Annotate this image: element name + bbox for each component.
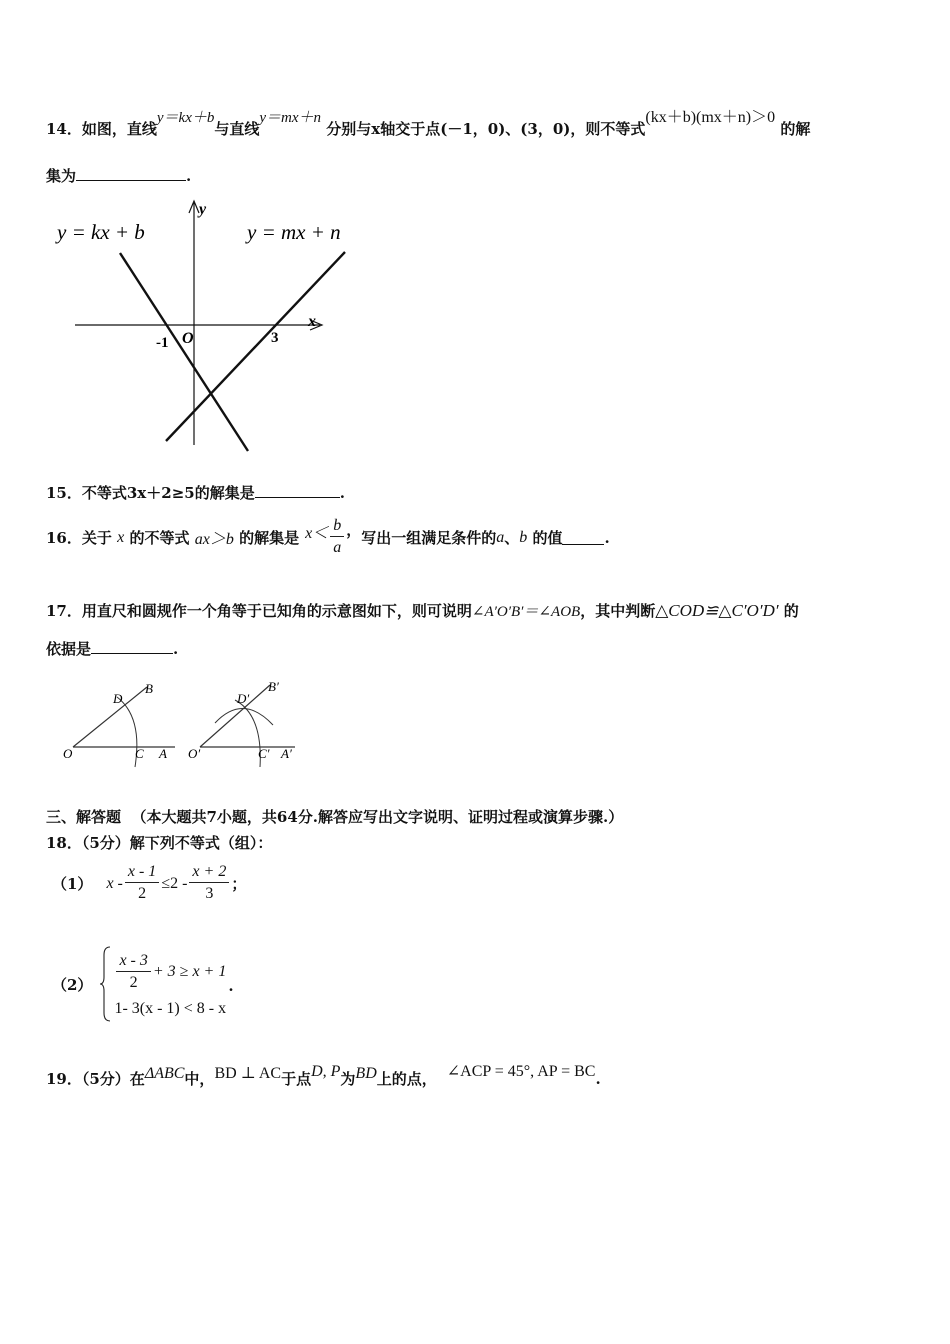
- question-17: [46, 600, 799, 621]
- right-label-C: C′: [258, 746, 270, 761]
- q15-end: .: [339, 484, 345, 502]
- q16-inequality: ax＞b: [194, 531, 234, 548]
- q17-tail: 的: [783, 602, 799, 620]
- q14-lead: 如图，直线: [81, 120, 157, 138]
- q14-tail: 的解: [780, 120, 811, 138]
- q14-line2-text: 集为: [46, 167, 77, 185]
- q15-number: 15．: [46, 484, 82, 502]
- q19-condition: ∠ACP = 45°, AP = BC: [446, 1063, 596, 1080]
- q14-inequality: (kx＋b)(mx＋n)＞0: [645, 109, 776, 126]
- section-3-title: 三、解答题: [46, 808, 122, 826]
- question-18: [46, 832, 272, 853]
- q17-answer-line: [46, 638, 178, 659]
- q18-p1-fraction1: [125, 862, 159, 905]
- graph-tick-neg1: -1: [156, 335, 169, 351]
- left-arc: [117, 697, 137, 767]
- q16-answer-blank[interactable]: [562, 530, 604, 545]
- right-ray-OB: [200, 685, 270, 747]
- q18-p2-rest: + 3 ≥ x + 1: [152, 963, 227, 980]
- q18-p1-num2: x + 2: [189, 862, 229, 883]
- q18-p2-brace: [100, 945, 112, 1023]
- q19-text1: （5分）在: [81, 1070, 145, 1088]
- q16-tail2: 的值: [532, 529, 563, 547]
- q18-p2-label: （2）: [52, 975, 93, 994]
- q16-fraction-den: a: [333, 539, 342, 556]
- q18-part2: [52, 945, 234, 1023]
- q16-comma: ，: [346, 521, 362, 539]
- right-label-A: A′: [281, 746, 292, 761]
- q18-p2-line2: 1- 3(x - 1) < 8 - x: [114, 999, 227, 1017]
- q14-line1-equation: y＝kx＋b: [156, 110, 215, 126]
- q18-p1-x: x -: [106, 874, 123, 892]
- q18-p1-den1: 2: [138, 885, 147, 902]
- q17-number: 17．: [46, 602, 82, 620]
- right-label-D: D′: [237, 691, 250, 706]
- q18-p1-mid: ≤2 -: [161, 874, 188, 892]
- q14-condition: 分别与x轴交于点(－1，0)、(3，0)，则不等式: [326, 120, 646, 138]
- q18-p1-num1: x - 1: [125, 862, 159, 883]
- q16-fraction-num: b: [330, 516, 344, 537]
- q18-text: （5分）解下列不等式（组）：: [81, 834, 273, 852]
- left-label-B: B: [145, 681, 153, 696]
- q16-solution-x: x＜: [305, 525, 329, 542]
- q18-p1-label: （1）: [52, 875, 93, 893]
- q16-fraction: [330, 516, 344, 559]
- q19-points: D, P: [311, 1063, 341, 1080]
- right-arc-large: [215, 708, 273, 725]
- q18-p2-system: [114, 951, 226, 1018]
- graph-axis-x-label: x: [308, 313, 316, 330]
- q18-p2-fraction: [116, 951, 150, 994]
- section-3-note: （本大题共7小题，共64分.解答应写出文字说明、证明过程或演算步骤.）: [131, 808, 624, 826]
- q16-mid: 的不等式: [129, 529, 190, 547]
- q14-mid: 与直线: [214, 120, 260, 138]
- q18-p2-num: x - 3: [116, 951, 150, 972]
- left-label-O: O: [63, 746, 73, 761]
- q18-p1-den2: 3: [205, 885, 214, 902]
- q19-text5: 上的点，: [376, 1070, 437, 1088]
- right-arc-small: [235, 700, 260, 767]
- section-3-header: [46, 806, 623, 827]
- q16-b: b: [519, 528, 528, 546]
- question-14: [46, 109, 811, 139]
- q16-lead: 关于: [81, 529, 112, 547]
- left-ray-OB: [73, 687, 147, 747]
- q19-text3: 于点: [281, 1070, 312, 1088]
- q16-a: a: [496, 528, 505, 546]
- q14-graph: [50, 195, 360, 457]
- q19-perpendicular: BD ⊥ AC: [214, 1065, 282, 1082]
- left-label-D: D: [113, 691, 123, 706]
- q14-answer-line: [46, 165, 191, 186]
- q19-end: .: [595, 1070, 601, 1088]
- q17-congruence: △COD≌△C′O′D′: [655, 601, 779, 620]
- q19-segment-bd: BD: [355, 1065, 377, 1082]
- q18-p1-fraction2: [189, 862, 229, 905]
- q19-number: 19．: [46, 1070, 82, 1088]
- graph-label-mx-n: y = mx + n: [247, 220, 341, 244]
- q16-sep: 、: [504, 529, 520, 547]
- graph-tick-3: 3: [271, 330, 279, 346]
- q17-end: .: [173, 640, 179, 658]
- question-15: [46, 482, 345, 503]
- q17-mid: ，其中判断: [580, 602, 656, 620]
- graph-axis-y-label: y: [199, 201, 207, 218]
- q15-text: 不等式3x＋2≥5的解集是: [81, 484, 255, 502]
- q17-angle-equation: ∠A′O′B′＝∠AOB: [471, 604, 581, 620]
- graph-label-kx-b: y = kx + b: [57, 220, 145, 244]
- q14-number: 14．: [46, 120, 82, 138]
- q14-end: .: [186, 167, 192, 185]
- q17-figure: [55, 675, 315, 775]
- q18-p2-end: .: [228, 977, 234, 995]
- q18-number: 18．: [46, 834, 82, 852]
- q18-p1-end: ；: [231, 875, 247, 893]
- right-label-B: B′: [268, 679, 279, 694]
- q18-p2-den: 2: [129, 973, 138, 991]
- q14-answer-blank[interactable]: [76, 166, 186, 181]
- q17-text: 用直尺和圆规作一个角等于已知角的示意图如下，则可说明: [81, 602, 472, 620]
- q16-mid2: 的解集是: [239, 529, 300, 547]
- q19-text4: 为: [340, 1070, 356, 1088]
- q19-text2: 中，: [184, 1070, 215, 1088]
- q17-answer-blank[interactable]: [91, 639, 173, 654]
- right-label-O: O′: [188, 746, 201, 761]
- q16-x: x: [117, 528, 125, 546]
- q16-tail1: 写出一组满足条件的: [361, 529, 497, 547]
- q16-number: 16．: [46, 529, 82, 547]
- q19-triangle: ΔABC: [144, 1065, 185, 1082]
- left-label-C: C: [135, 746, 144, 761]
- graph-origin-label: O: [182, 330, 194, 347]
- q17-line2-text: 依据是: [46, 640, 92, 658]
- question-19: [46, 1063, 601, 1089]
- q15-answer-blank[interactable]: [255, 483, 340, 498]
- q18-part1: [52, 862, 246, 905]
- q18-p2-row1: [114, 951, 226, 994]
- left-label-A: A: [159, 746, 167, 761]
- q16-end: .: [604, 528, 610, 547]
- q18-p2-row2: [114, 998, 226, 1018]
- question-16: [46, 516, 610, 559]
- q14-line2-equation: y＝mx＋n: [259, 110, 322, 126]
